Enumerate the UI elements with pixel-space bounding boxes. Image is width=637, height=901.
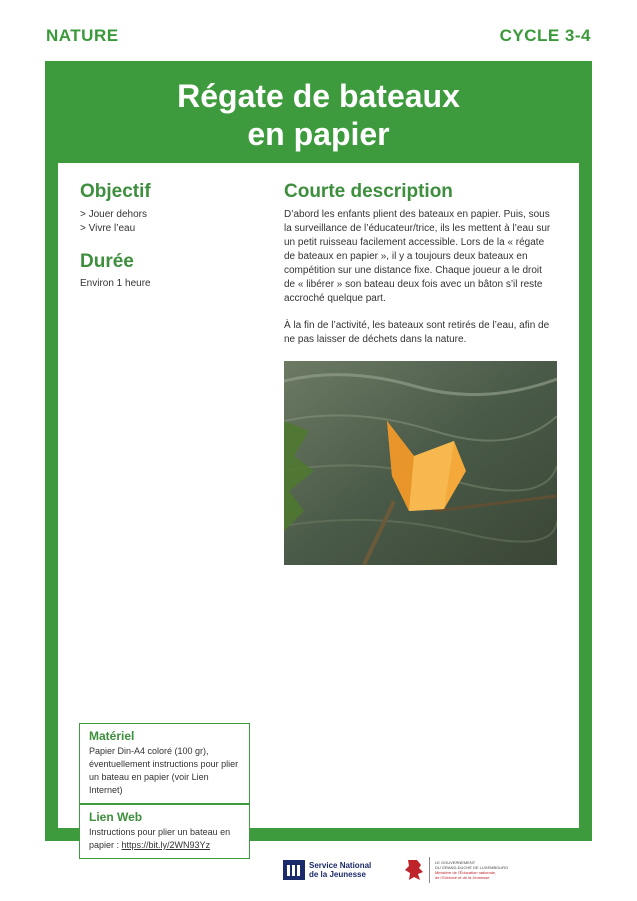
- description-body: [284, 208, 554, 360]
- objectif-list: [80, 208, 147, 236]
- instructions-link[interactable]: https://bit.ly/2WN93Yz: [121, 840, 211, 850]
- lien-web-heading: Lien Web: [89, 810, 143, 824]
- activity-card: [45, 61, 592, 850]
- duree-text: Environ 1 heure: [80, 278, 151, 289]
- materiel-heading: Matériel: [89, 729, 135, 743]
- gov-line-3: Ministère de l’Éducation nationale,: [435, 870, 496, 875]
- lien-web-box: [79, 804, 250, 859]
- description-paragraph-1: D’abord les enfants plient des bateaux en papier. Puis, sous la surveillance de l’éducateur/trice, ils les mettent à l’eau sur un petit ruisseau facilement accessible. Lors de la « régate de bateaux en papier », il y a toujours deux bateaux en compétition sur une distance fixe. Chaque joueur a le droit de « libérer » son bateau deux fois avec un bâton s’il reste accroché quelque part.: [284, 209, 551, 304]
- description-paragraph-2: À la fin de l’activité, les bateaux sont retirés de l’eau, afin de ne pas laisser de déchets dans la nature.: [284, 320, 550, 345]
- snj-emblem-icon: [283, 860, 305, 880]
- paper-boat-photo: [284, 361, 557, 565]
- cycle-label: CYCLE 3-4: [499, 26, 591, 45]
- lien-web-body: [80, 826, 249, 858]
- logo-divider: [429, 857, 430, 883]
- duree-heading: Durée: [80, 251, 134, 272]
- page-title: [45, 77, 592, 153]
- gov-line-1: LE GOUVERNEMENT: [435, 860, 476, 865]
- snj-logo: [283, 855, 371, 885]
- title-line-1: Régate de bateaux: [177, 78, 460, 114]
- objectif-heading: Objectif: [80, 181, 151, 202]
- gov-line-4: de l’Enfance et de la Jeunesse: [435, 875, 490, 880]
- description-heading: Courte description: [284, 181, 453, 202]
- lien-web-text: Instructions pour plier un bateau en papier :: [89, 827, 231, 850]
- red-lion-icon: [403, 858, 425, 882]
- category-label: NATURE: [46, 26, 119, 45]
- ministry-logo: [403, 855, 545, 885]
- materiel-text: Papier Din-A4 coloré (100 gr), éventuellement instructions pour plier un bateau en papier (voir Lien Internet): [89, 746, 239, 795]
- content-panel: [58, 163, 579, 850]
- snj-name-line-1: Service National: [309, 861, 372, 870]
- list-item: > Jouer dehors: [80, 209, 147, 220]
- snj-name-line-2: de la Jeunesse: [309, 870, 366, 879]
- materiel-box: [79, 723, 250, 804]
- list-item: > Vivre l’eau: [80, 223, 136, 234]
- title-line-2: en papier: [247, 116, 390, 152]
- gov-line-2: DU GRAND-DUCHÉ DE LUXEMBOURG: [435, 865, 509, 870]
